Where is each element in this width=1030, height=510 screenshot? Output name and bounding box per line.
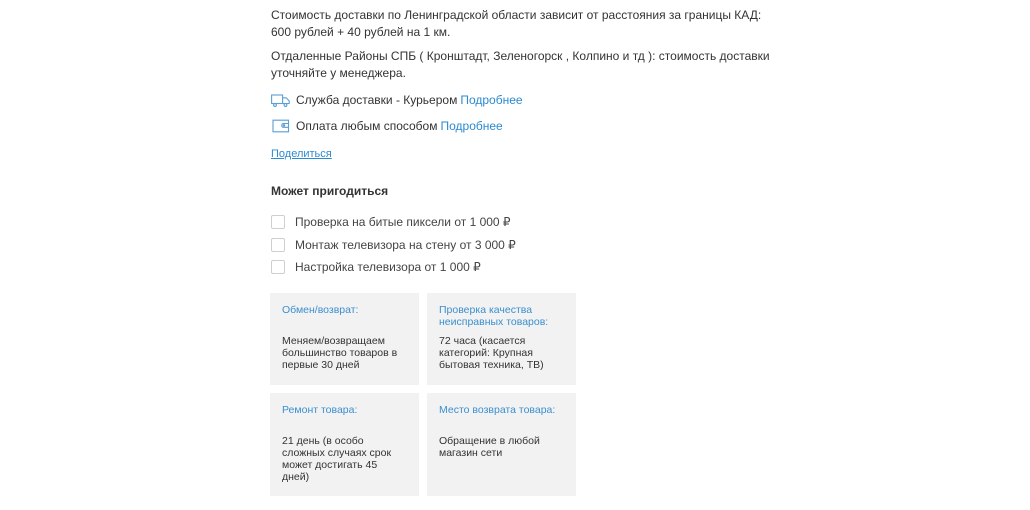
service-delivery-more-link[interactable]: Подробнее	[460, 93, 523, 107]
info-card-quality-check	[427, 293, 576, 385]
service-delivery-label: Служба доставки - Курьером	[296, 93, 458, 107]
extras-title: Может пригодиться	[271, 184, 389, 198]
info-card-text: Меняем/возвращаем большинство товаров в первые 30 дней	[282, 335, 398, 371]
info-card-text: Обращение в любой магазин сети	[439, 435, 540, 459]
extra-option-wall-mount[interactable]	[271, 236, 771, 254]
info-card-title: Место возврата товара:	[439, 404, 556, 416]
truck-icon	[271, 93, 290, 107]
info-card-exchange	[270, 293, 419, 385]
info-card-text: 21 день (в особо сложных случаях срок может достигать 45 дней)	[282, 435, 392, 483]
extra-option-label: Монтаж телевизора на стену от 3 000 ₽	[295, 237, 516, 252]
share-link[interactable]: Поделиться	[271, 148, 332, 160]
checkbox[interactable]	[271, 215, 285, 229]
service-payment-label: Оплата любым способом	[296, 119, 438, 133]
service-delivery	[271, 91, 771, 109]
delivery-region-text: Стоимость доставки по Ленинградской области зависит от расстояния за границы КАД: 600 рублей + 40 рублей на 1 км.	[271, 8, 762, 39]
service-payment-more-link[interactable]: Подробнее	[440, 119, 503, 133]
info-card-title: Ремонт товара:	[282, 404, 358, 416]
info-cards-grid	[270, 293, 576, 496]
extra-option-label: Настройка телевизора от 1 000 ₽	[295, 260, 481, 274]
extra-option-pixel-check[interactable]	[271, 213, 771, 231]
checkbox[interactable]	[271, 260, 285, 274]
info-card-title: Обмен/возврат:	[282, 304, 359, 316]
extra-option-label: Проверка на битые пиксели от 1 000 ₽	[295, 215, 511, 229]
info-card-repair	[270, 393, 419, 496]
info-card-return-place	[427, 393, 576, 496]
info-card-title: Проверка качества неисправных товаров:	[439, 304, 549, 328]
checkbox[interactable]	[271, 238, 285, 252]
wallet-icon	[271, 119, 290, 133]
delivery-remote-text: Отдаленные Районы СПБ ( Кронштадт, Зеленогорск , Колпино и тд ): стоимость доставки уточняйте у менеджера.	[271, 49, 770, 80]
service-payment	[271, 117, 771, 135]
info-card-text: 72 часа (касается категорий: Крупная бытовая техника, ТВ)	[439, 335, 544, 371]
delivery-info-section	[271, 7, 771, 276]
extra-option-tv-setup[interactable]	[271, 258, 771, 276]
